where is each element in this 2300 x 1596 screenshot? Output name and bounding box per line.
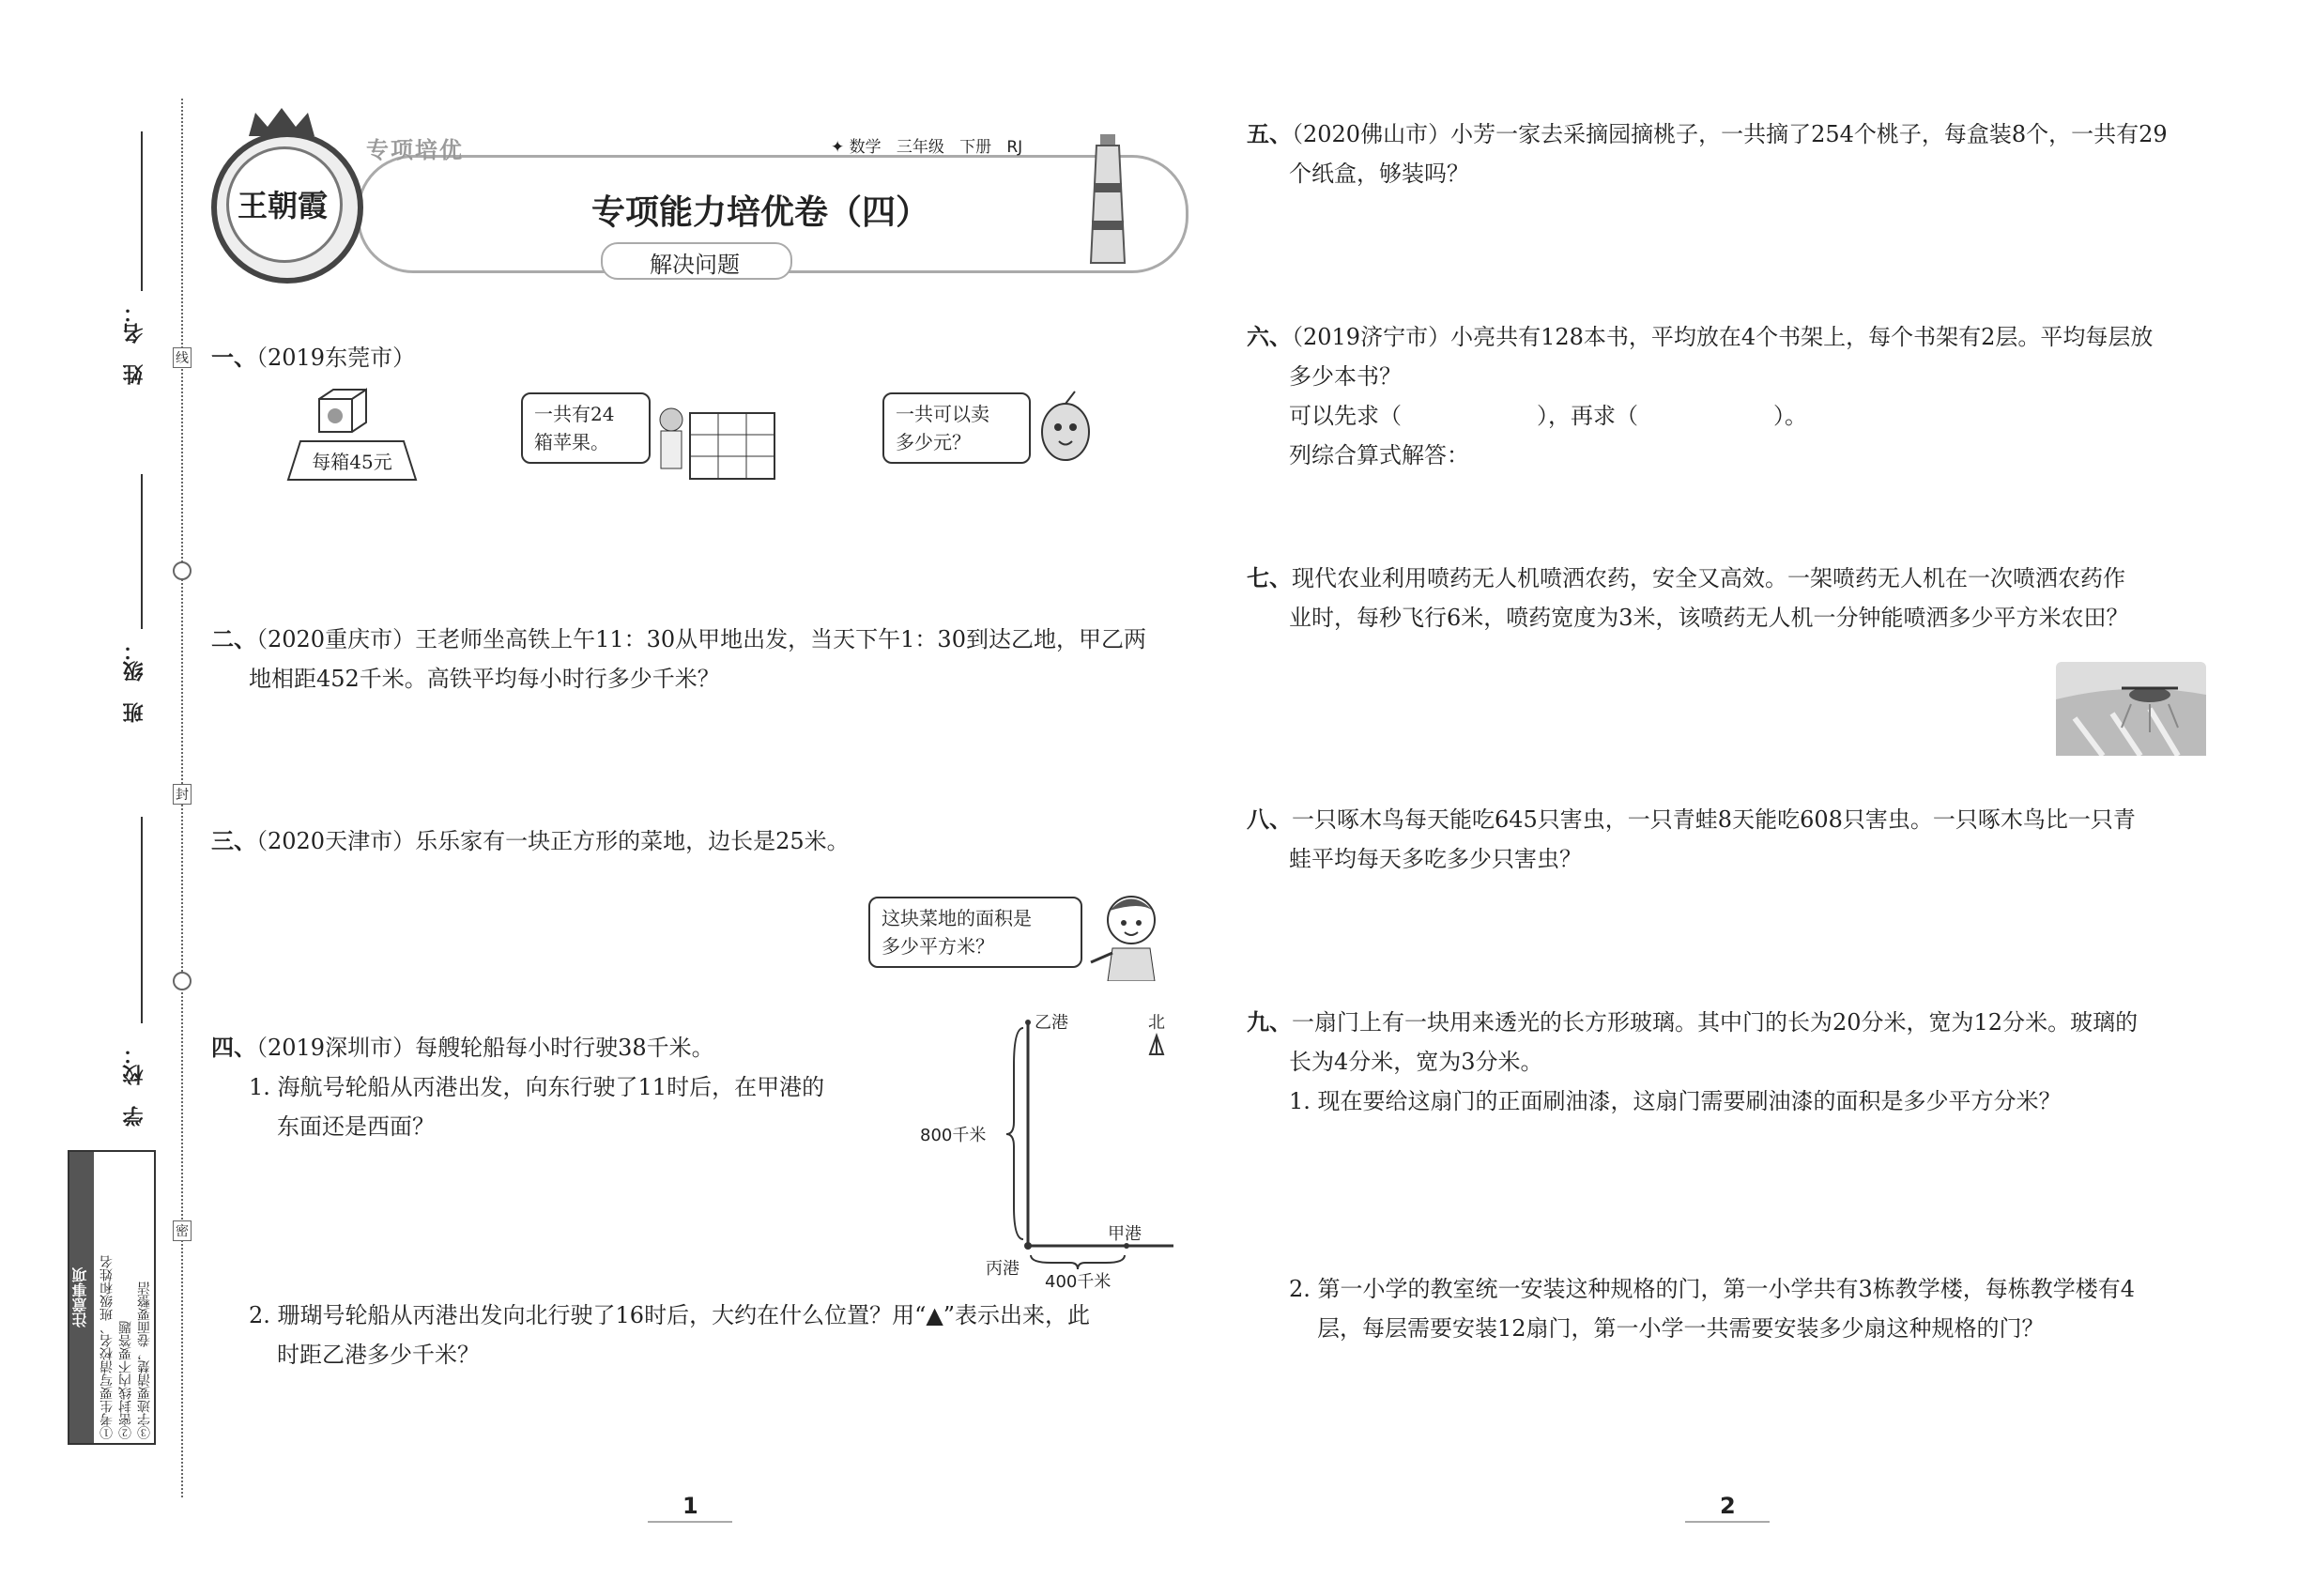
port-b-label: 乙港 <box>1035 1013 1068 1033</box>
crown-icon <box>244 103 319 141</box>
notes-item-1: ①考生要写清校名、班级和姓名 <box>100 1255 115 1439</box>
q4-sub2-line1: 2. 珊瑚号轮船从丙港出发向北行驶了16时后，大约在什么位置？用“▲”表示出来，此 <box>249 1302 1091 1328</box>
title: 专项能力培优卷（四） <box>590 193 929 232</box>
q4-sub2-line2: 时距乙港多少千米？ <box>277 1342 480 1368</box>
q9-number: 九、 <box>1247 1009 1292 1036</box>
class-label: 班 级： <box>123 640 146 723</box>
q5 <box>1247 115 2242 193</box>
school-field-line[interactable] <box>141 817 143 1023</box>
cut-mark-1: 线 <box>173 347 192 368</box>
q9-line2: 长为4分米，宽为3分米。 <box>1289 1049 1543 1075</box>
q1-number: 一、 <box>211 345 256 371</box>
q4-sub2 <box>249 1296 1188 1374</box>
north-label: 北 <box>1148 1013 1165 1033</box>
q2-number: 二、 <box>211 626 256 652</box>
q4-text: （2019深圳市）每艘轮船每小时行驶38千米。 <box>256 1035 714 1061</box>
q2 <box>211 620 1178 698</box>
notes-box <box>68 1150 156 1445</box>
q7 <box>1247 559 2242 637</box>
q6-line4: 列综合算式解答： <box>1289 442 1469 468</box>
q1-bubble-2-line2: 多少元？ <box>896 431 971 453</box>
price-tag <box>286 439 418 482</box>
cut-mark-2: 封 <box>173 784 192 805</box>
q4 <box>211 1028 887 1146</box>
q8 <box>1247 800 2242 879</box>
q3-text: （2020天津市）乐乐家有一块正方形的菜地，边长是25米。 <box>256 828 850 854</box>
brand-logo <box>211 131 363 284</box>
q6-line2: 多少本书？ <box>1289 363 1402 390</box>
q2-line2: 地相距452千米。高铁平均每小时行多少千米？ <box>249 666 720 692</box>
q6-line3[interactable]: 可以先求（ ），再求（ ）。 <box>1289 403 1807 429</box>
q9-sub2 <box>1289 1269 2246 1348</box>
q8-text-1: 一只啄木鸟每天能吃645只害虫，一只青蛙8天能吃608只害虫。一只啄木鸟比一只青 <box>1292 806 2136 833</box>
name-field-line[interactable] <box>141 131 143 291</box>
q9-line1 <box>1247 1003 2242 1042</box>
q1-heading <box>211 338 415 377</box>
q5-text-1: （2020佛山市）小芳一家去采摘园摘桃子，一共摘了254个桃子，每盒装8个，一共有29 <box>1292 121 2168 147</box>
q8-number: 八、 <box>1247 806 1292 833</box>
brand-name: 王朝霞 <box>237 188 328 223</box>
lighthouse-icon <box>1080 127 1136 268</box>
port-map <box>920 1009 1183 1291</box>
q4-sub1-line2: 东面还是西面？ <box>277 1113 435 1140</box>
page-number-right: 2 <box>1720 1493 1736 1519</box>
q6-line1 <box>1247 317 2242 357</box>
q6-number: 六、 <box>1247 324 1292 350</box>
q7-number: 七、 <box>1247 565 1292 591</box>
header-inner <box>349 141 360 143</box>
q4-number: 四、 <box>211 1035 256 1061</box>
q9-sub2-line1: 2. 第一小学的教室统一安装这种规格的门，第一小学共有3栋教学楼，每栋教学楼有4 <box>1289 1276 2136 1302</box>
q7-line2: 业时，每秒飞行6米，喷药宽度为3米，该喷药无人机一分钟能喷洒多少平方米农田？ <box>1289 605 2129 631</box>
seal-circle-2 <box>173 972 192 990</box>
meta-grade: 三年级 <box>896 138 944 157</box>
mascot-icon <box>1033 390 1098 474</box>
q7-line1 <box>1247 559 2242 598</box>
port-a-label: 甲港 <box>1108 1224 1142 1244</box>
q3-bubble <box>868 897 1082 968</box>
boy-icon <box>1089 887 1164 981</box>
q3-number: 三、 <box>211 828 256 854</box>
q3-bubble-line2: 多少平方米？ <box>882 935 994 958</box>
q6 <box>1247 317 2242 475</box>
q9-sub2-line2: 层，每层需要安装12扇门，第一小学一共需要安装多少扇这种规格的门？ <box>1317 1315 2045 1342</box>
q4-heading <box>211 1028 887 1067</box>
q2-text-1: （2020重庆市）王老师坐高铁上午11：30从甲地出发，当天下午1：30到达乙地，甲乙两 <box>256 626 1146 652</box>
header-meta <box>831 133 1022 157</box>
school-label: 学 校： <box>123 1044 146 1127</box>
notes-item-2: ②密封线内不要答题 <box>118 1321 133 1439</box>
q5-line1 <box>1247 115 2242 154</box>
q8-line1 <box>1247 800 2242 839</box>
tag-label: 专项培优 <box>366 137 464 163</box>
q3 <box>211 821 850 861</box>
q9-sub1: 1. 现在要给这扇门的正面刷油漆，这扇门需要刷油漆的面积是多少平方分米？ <box>1289 1088 2062 1114</box>
dist-h-label: 400千米 <box>1045 1272 1112 1292</box>
class-field-line[interactable] <box>141 474 143 629</box>
sparkle-icon: ✦ <box>831 138 850 157</box>
q1-text: （2019东莞市） <box>256 345 416 371</box>
seal-circle-1 <box>173 561 192 580</box>
drone-image <box>2056 662 2206 756</box>
notes-item-3: ③字迹要清楚，卷面要整洁 <box>137 1281 152 1439</box>
meta-term: 下册 <box>959 138 992 157</box>
meta-edition: RJ <box>1006 138 1023 157</box>
q1-bubble-1-line2: 箱苹果。 <box>534 431 609 453</box>
q1-bubble-1 <box>521 392 651 464</box>
meta-subject: 数学 <box>849 138 882 157</box>
q1-bubble-2 <box>882 392 1031 464</box>
q7-text-1: 现代农业利用喷药无人机喷洒农药，安全又高效。一架喷药无人机在一次喷洒农药作 <box>1292 565 2125 591</box>
subtitle: 解决问题 <box>650 252 740 278</box>
port-c-label: 丙港 <box>986 1259 1020 1279</box>
name-label: 姓 名： <box>123 302 146 385</box>
page-number-left: 1 <box>682 1493 698 1519</box>
price-tag-text: 每箱45元 <box>312 451 392 473</box>
page-number-right-ornament <box>1685 1521 1770 1525</box>
notes-title: 注意事项 <box>69 1152 94 1443</box>
q9-text-1: 一扇门上有一块用来透光的长方形玻璃。其中门的长为20分米，宽为12分米。玻璃的 <box>1292 1009 2139 1036</box>
apple-box-icon <box>314 385 371 437</box>
q1-bubble-2-line1: 一共可以卖 <box>896 403 989 425</box>
q3-bubble-line1: 这块菜地的面积是 <box>882 907 1032 929</box>
page-number-left-ornament <box>648 1521 732 1525</box>
q5-line2: 个纸盒，够装吗？ <box>1289 161 1469 187</box>
q4-sub1-line1: 1. 海航号轮船从丙港出发，向东行驶了11时后，在甲港的 <box>249 1074 825 1100</box>
q9 <box>1247 1003 2242 1121</box>
cut-mark-3: 密 <box>173 1220 192 1241</box>
q6-text-1: （2019济宁市）小亮共有128本书，平均放在4个书架上，每个书架有2层。平均每层放 <box>1292 324 2154 350</box>
q2-line1 <box>211 620 1178 659</box>
q1-bubble-1-line1: 一共有24 <box>534 403 615 425</box>
stacked-boxes-icon <box>648 399 779 483</box>
q5-number: 五、 <box>1247 121 1292 147</box>
dist-v-label: 800千米 <box>920 1126 987 1145</box>
q8-line2: 蛙平均每天多吃多少只害虫？ <box>1289 846 1582 872</box>
